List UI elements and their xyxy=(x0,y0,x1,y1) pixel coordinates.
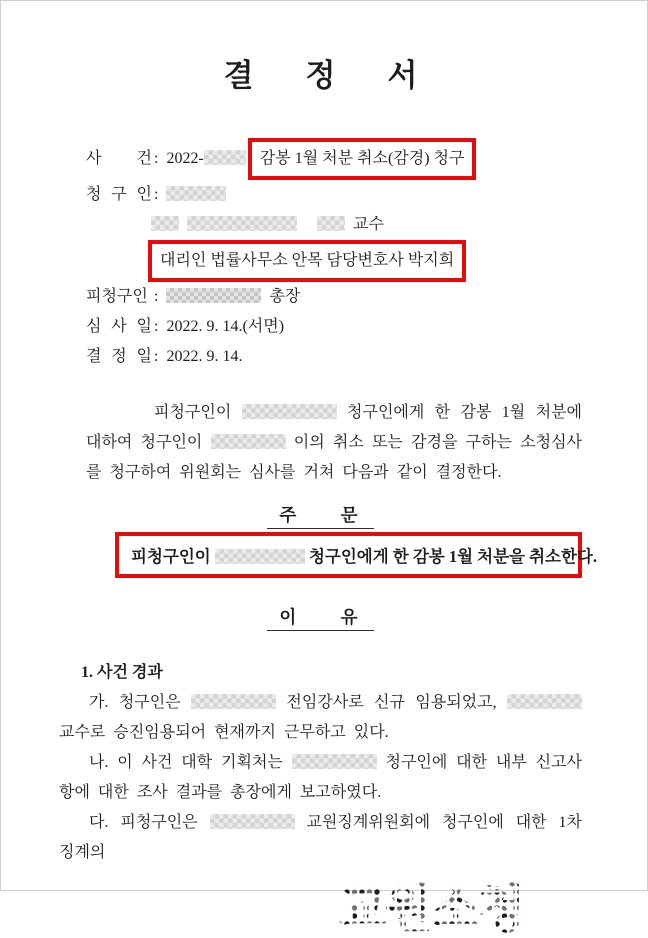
redacted-date xyxy=(191,694,276,709)
redacted-respondent-name xyxy=(166,288,261,303)
redacted-date xyxy=(210,814,295,829)
redacted-date xyxy=(292,754,377,769)
reasons-heading xyxy=(59,604,582,630)
respondent-row xyxy=(59,282,582,312)
ga-seg1: 가. 청구인은 xyxy=(89,694,181,711)
decision-date-value: 2022. 9. 14. xyxy=(166,348,243,365)
review-date-row xyxy=(59,312,582,342)
redacted-name xyxy=(215,549,305,564)
representative-highlight-box xyxy=(148,240,466,282)
order-seg1: 피청구인이 xyxy=(131,547,211,566)
case-number-prefix: 2022- xyxy=(166,150,204,167)
reasons-item-ga xyxy=(59,688,582,748)
case-label: 사 건 xyxy=(86,150,152,167)
ga-seg2: 전임강사로 신규 임용되었고, xyxy=(286,694,497,711)
da-seg2: 교원징계위원회에 청구인에 대한 1차 징계의 xyxy=(59,814,582,861)
claimant-position: 교수 xyxy=(353,216,384,233)
reasons-section xyxy=(59,658,582,868)
respondent-label: 피청구인 xyxy=(86,288,148,305)
committee-stamp xyxy=(59,880,582,938)
case-title-text: 감봉 1월 처분 취소(감경) 청구 xyxy=(259,150,465,167)
redacted-name xyxy=(211,434,286,449)
na-seg2: 청구인에 대한 내부 신고사항에 대한 조사 결과를 총장에게 보고하였다. xyxy=(59,754,583,801)
reasons-item-na xyxy=(59,748,582,808)
representative-row xyxy=(59,240,582,282)
order-seg2: 청구인에게 한 감봉 1월 처분을 취소한다. xyxy=(308,547,597,566)
case-info-block xyxy=(59,138,582,372)
colon: : xyxy=(154,348,159,365)
colon: : xyxy=(154,186,159,203)
redacted-claimant-name xyxy=(166,186,226,201)
reasons-heading-text: 이 유 xyxy=(267,607,373,631)
claimant-row xyxy=(59,180,582,210)
intro-seg2: 청구인에게 한 감봉 1월 처분에 대하여 청구인이 xyxy=(86,404,582,451)
order-heading xyxy=(59,502,582,528)
reasons-section1-title: 1. 사건 경과 xyxy=(81,664,163,681)
order-highlight-box xyxy=(115,532,597,578)
colon: : xyxy=(154,150,159,167)
representative-text: 대리인 법률사무소 안목 담당변호사 박지희 xyxy=(160,252,455,269)
redacted-affiliation xyxy=(187,216,297,231)
document-title: 결정서 xyxy=(223,58,470,93)
colon: : xyxy=(154,288,159,305)
redacted-affiliation xyxy=(317,216,345,231)
redacted-affiliation xyxy=(151,216,179,231)
redacted-date xyxy=(507,694,582,709)
ga-seg3: 교수로 승진임용되어 현재까지 근무하고 있다. xyxy=(59,724,389,741)
claimant-label: 청 구 인 xyxy=(86,186,152,203)
dot-matrix-stamp-graphic xyxy=(336,880,526,938)
claimant-affiliation-row xyxy=(59,210,582,240)
reasons-item-da xyxy=(59,808,582,868)
da-seg1: 다. 피청구인은 xyxy=(89,814,198,831)
respondent-title: 총장 xyxy=(269,288,301,305)
case-number-row xyxy=(59,138,582,180)
colon: : xyxy=(154,318,159,335)
review-date-value: 2022. 9. 14.(서면) xyxy=(166,318,285,335)
intro-paragraph xyxy=(86,398,582,488)
decision-date-label: 결 정 일 xyxy=(86,348,152,365)
intro-seg1: 피청구인이 xyxy=(154,404,232,421)
na-seg1: 나. 이 사건 대학 기획처는 xyxy=(89,754,283,771)
decision-date-row xyxy=(59,342,582,372)
redacted-case-number xyxy=(204,150,246,165)
review-date-label: 심 사 일 xyxy=(86,318,152,335)
order-heading-text: 주 문 xyxy=(267,505,373,529)
intro-seg3: 이의 취소 또는 감경을 구하는 소청심사를 청구하여 위원회는 심사를 거쳐 다음과 같이 결정한다. xyxy=(86,434,582,481)
case-title-highlight-box xyxy=(248,138,477,180)
redacted-name xyxy=(242,404,337,419)
